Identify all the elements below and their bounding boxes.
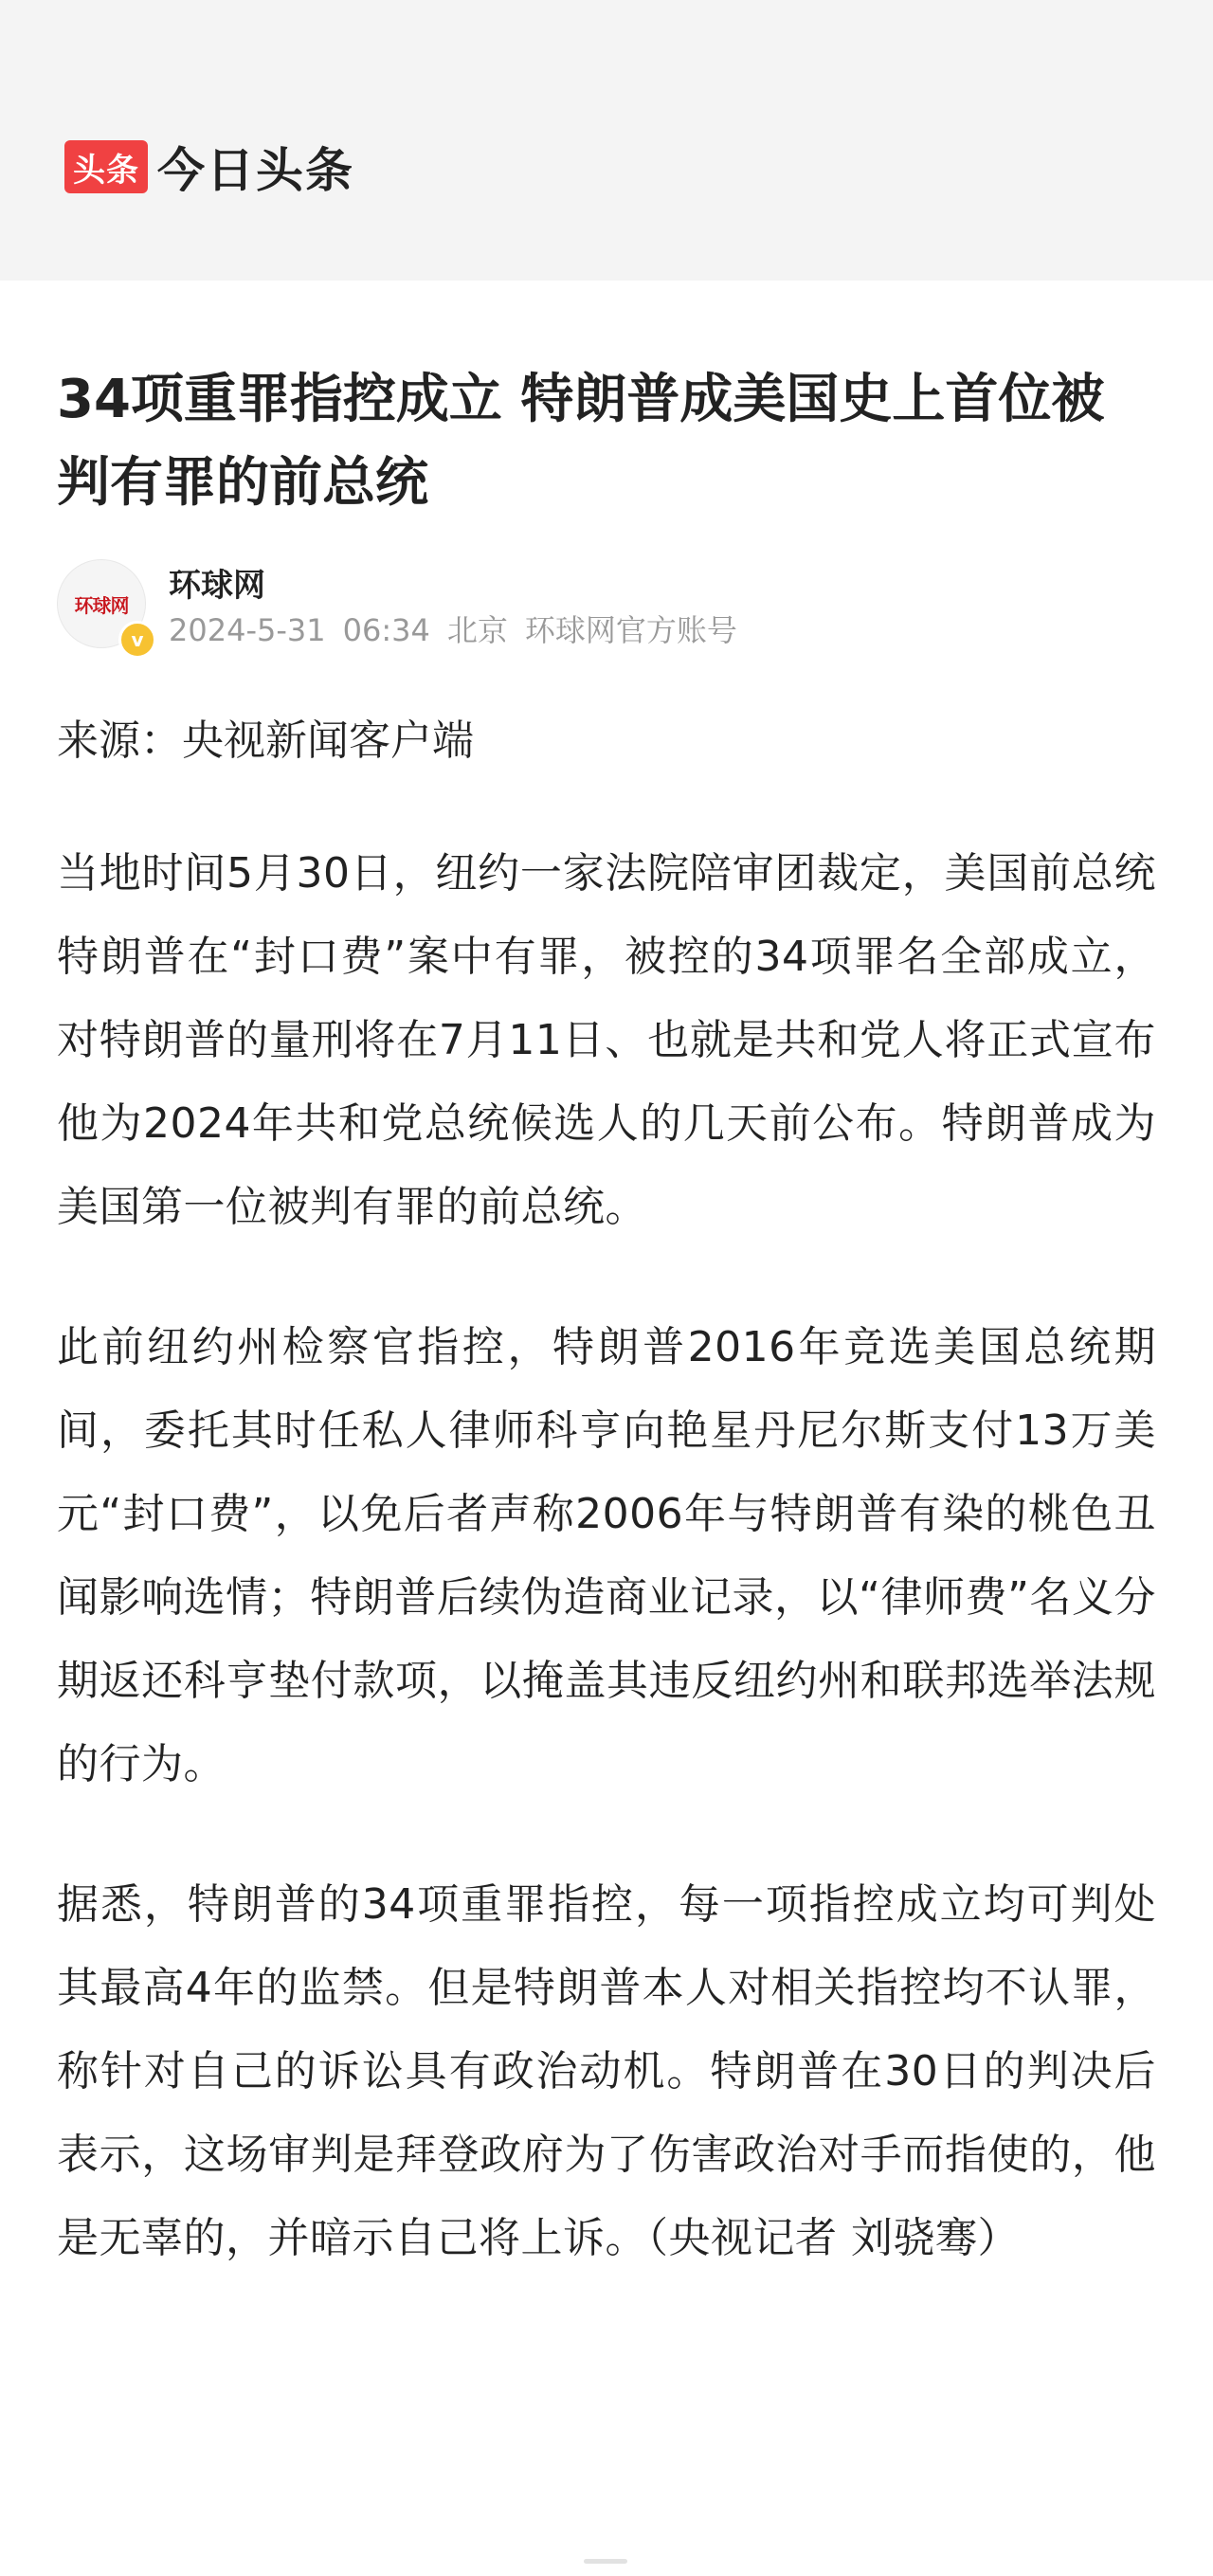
app-header bbox=[0, 0, 1213, 281]
paragraph-1: 当地时间5月30日，纽约一家法院陪审团裁定，美国前总统特朗普在“封口费”案中有罪，被控的34项罪名全部成立，对特朗普的量刑将在7月11日、也就是共和党人将正式宣布他为2024年共和党总统候选人的几天前公布。特朗普成为美国第一位被判有罪的前总统。 bbox=[57, 849, 1156, 1231]
publish-location: 北京 bbox=[446, 612, 508, 648]
huanqiu-logo-icon: 环球网 bbox=[74, 593, 129, 617]
toutiao-logo-icon: 头条 bbox=[64, 140, 148, 193]
article-source: 来源：央视新闻客户端 bbox=[57, 717, 474, 765]
article-meta bbox=[169, 607, 754, 650]
account-label: 环球网官方账号 bbox=[524, 612, 737, 648]
app-name: 今日头条 bbox=[157, 143, 354, 198]
brand[interactable] bbox=[64, 133, 354, 201]
author-avatar[interactable] bbox=[57, 559, 146, 651]
paragraph-3: 据悉，特朗普的34项重罪指控，每一项指控成立均可判处其最高4年的监禁。但是特朗普本人对相关指控均不认罪，称针对自己的诉讼具有政治动机。特朗普在30日的判决后表示，这场审判是拜登政府为了伤害政治对手而指使的，他是无辜的，并暗示自己将上诉。（央视记者 刘骁骞） bbox=[57, 1880, 1156, 2262]
paragraph-2: 此前纽约州检察官指控，特朗普2016年竞选美国总统期间，委托其时任私人律师科亨向艳星丹尼尔斯支付13万美元“封口费”，以免后者声称2006年与特朗普有染的桃色丑闻影响选情；特朗普后续伪造商业记录，以“律师费”名义分期返还科亨垫付款项，以掩盖其违反纽约州和联邦选举法规的行为。 bbox=[57, 1323, 1156, 1788]
home-indicator bbox=[584, 2559, 627, 2564]
author-row bbox=[57, 559, 1156, 656]
author-name[interactable]: 环球网 bbox=[169, 567, 265, 605]
publish-time: 06:34 bbox=[342, 612, 430, 648]
article-title: 34项重罪指控成立 特朗普成美国史上首位被判有罪的前总统 bbox=[57, 369, 1105, 514]
verified-badge-icon: v bbox=[118, 621, 156, 659]
article bbox=[57, 358, 1156, 2280]
publish-date: 2024-5-31 bbox=[169, 612, 326, 648]
